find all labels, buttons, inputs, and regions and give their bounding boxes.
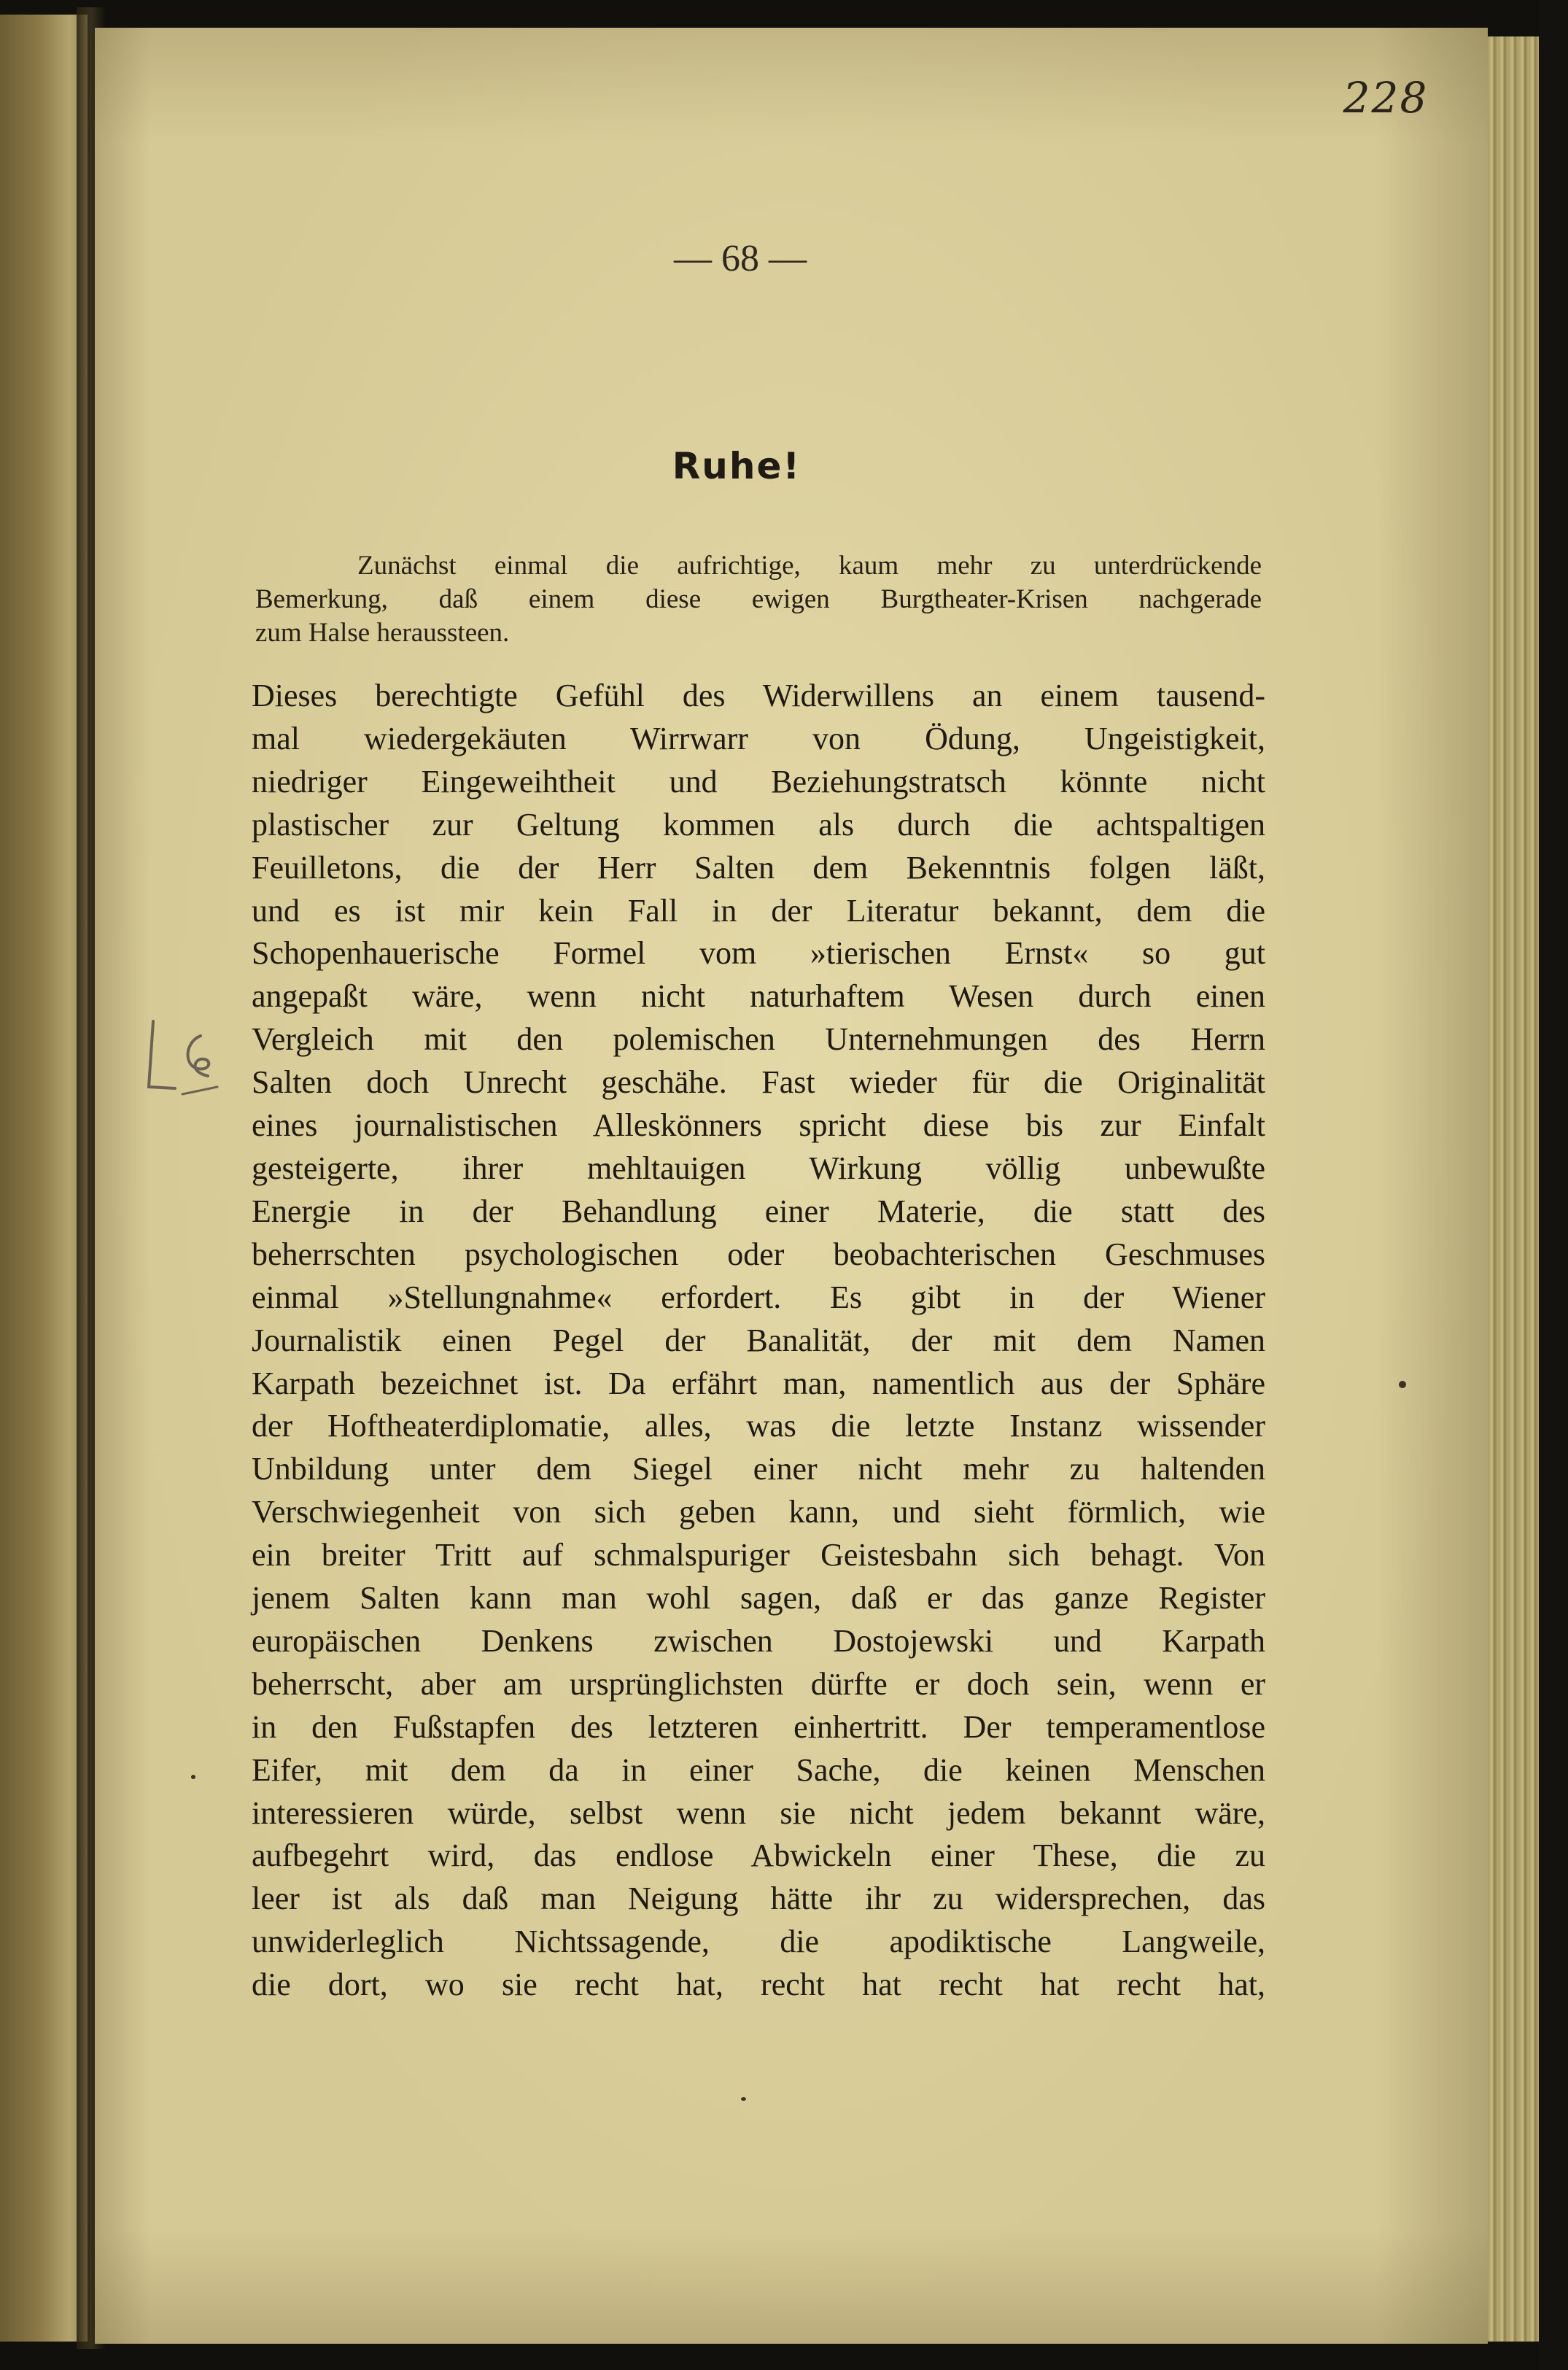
left-page-edge xyxy=(0,15,88,2342)
body-line: Karpath bezeichnet ist. Da erfährt man, namentlich aus der Sphäre xyxy=(252,1365,1265,1401)
paper-speck xyxy=(1399,1381,1406,1388)
paper-speck xyxy=(191,1775,195,1779)
body-line: Eifer, mit dem da in einer Sache, die keinen Menschen xyxy=(252,1751,1265,1788)
article-title: Ruhe! xyxy=(672,445,802,487)
body-line: beherrscht, aber am ursprünglichsten dürfte er doch sein, wenn er xyxy=(252,1665,1265,1702)
body-line: Energie in der Behandlung einer Materie, die statt des xyxy=(252,1193,1265,1229)
scan-border xyxy=(1539,0,1568,2370)
body-line: Feuilletons, die der Herr Salten dem Bekenntnis folgen läßt, xyxy=(252,849,1265,886)
body-line: Salten doch Unrecht geschähe. Fast wieder für die Originalität xyxy=(252,1064,1265,1101)
page-edge-stack xyxy=(1488,36,1539,2342)
body-line: niedriger Eingeweihtheit und Beziehungstratsch könnte nicht xyxy=(252,763,1265,799)
body-line: Schopenhauerische Formel vom »tierischen Ernst« so gut xyxy=(252,935,1265,972)
body-line: Verschwiegenheit von sich geben kann, und sieht förmlich, wie xyxy=(252,1494,1265,1530)
body-line: leer ist als daß man Neigung hätte ihr zu widersprechen, das xyxy=(252,1881,1265,1917)
body-line: und es ist mir kein Fall in der Literatur bekannt, dem die xyxy=(252,892,1265,929)
page-number: — 68 — xyxy=(674,238,807,279)
body-line: jenem Salten kann man wohl sagen, daß er das ganze Register xyxy=(252,1580,1265,1616)
body-line: aufbegehrt wird, das endlose Abwickeln einer These, die zu xyxy=(252,1837,1265,1874)
body-line: einmal »Stellungnahme« erfordert. Es gibt in der Wiener xyxy=(252,1279,1265,1315)
body-line: Dieses berechtigte Gefühl des Widerwillens an einem tausend- xyxy=(252,678,1265,713)
body-line: Unbildung unter dem Siegel einer nicht mehr zu haltenden xyxy=(252,1451,1265,1487)
epigraph-line: Bemerkung, daß einem diese ewigen Burgtheater-Krisen nachgerade xyxy=(255,584,1262,614)
epigraph-line: Zunächst einmal die aufrichtige, kaum mehr zu unterdrückende xyxy=(357,551,1262,581)
body-line: interessieren würde, selbst wenn sie nicht jedem bekannt wäre, xyxy=(252,1794,1265,1831)
body-line: europäischen Denkens zwischen Dostojewski und Karpath xyxy=(252,1622,1265,1659)
body-line: Journalistik einen Pegel der Banalität, der mit dem Namen xyxy=(252,1322,1265,1358)
body-line: gesteigerte, ihrer mehltauigen Wirkung völlig unbewußte xyxy=(252,1150,1265,1186)
epigraph-line: zum Halse heraussteen. xyxy=(255,618,510,648)
handwritten-folio-number: 228 xyxy=(1343,73,1429,123)
body-line: in den Fußstapfen des letzteren einhertritt. Der temperamentlose xyxy=(252,1708,1265,1745)
body-line: angepaßt wäre, wenn nicht naturhaftem Wesen durch einen xyxy=(252,978,1265,1015)
paper-speck xyxy=(741,2097,746,2101)
body-line: plastischer zur Geltung kommen als durch die achtspaltigen xyxy=(252,806,1265,843)
body-line: ein breiter Tritt auf schmalspuriger Geistesbahn sich behagt. Von xyxy=(252,1537,1265,1573)
body-line: die dort, wo sie recht hat, recht hat recht hat recht hat, xyxy=(252,1967,1265,2003)
epigraph-paragraph xyxy=(255,549,1262,650)
body-line: eines journalistischen Alleskönners spricht diese bis zur Einfalt xyxy=(252,1107,1265,1144)
body-line: Vergleich mit den polemischen Unternehmungen des Herrn xyxy=(252,1021,1265,1058)
body-line: der Hoftheaterdiplomatie, alles, was die letzte Instanz wissender xyxy=(252,1408,1265,1444)
body-line: unwiderleglich Nichtssagende, die apodiktische Langweile, xyxy=(252,1924,1265,1960)
body-paragraph xyxy=(252,675,1265,2007)
body-line: beherrschten psychologischen oder beobachterischen Geschmuses xyxy=(252,1236,1265,1272)
pencil-margin-mark xyxy=(131,1007,226,1109)
body-line: mal wiedergekäuten Wirrwarr von Ödung, Ungeistigkeit, xyxy=(252,720,1265,756)
